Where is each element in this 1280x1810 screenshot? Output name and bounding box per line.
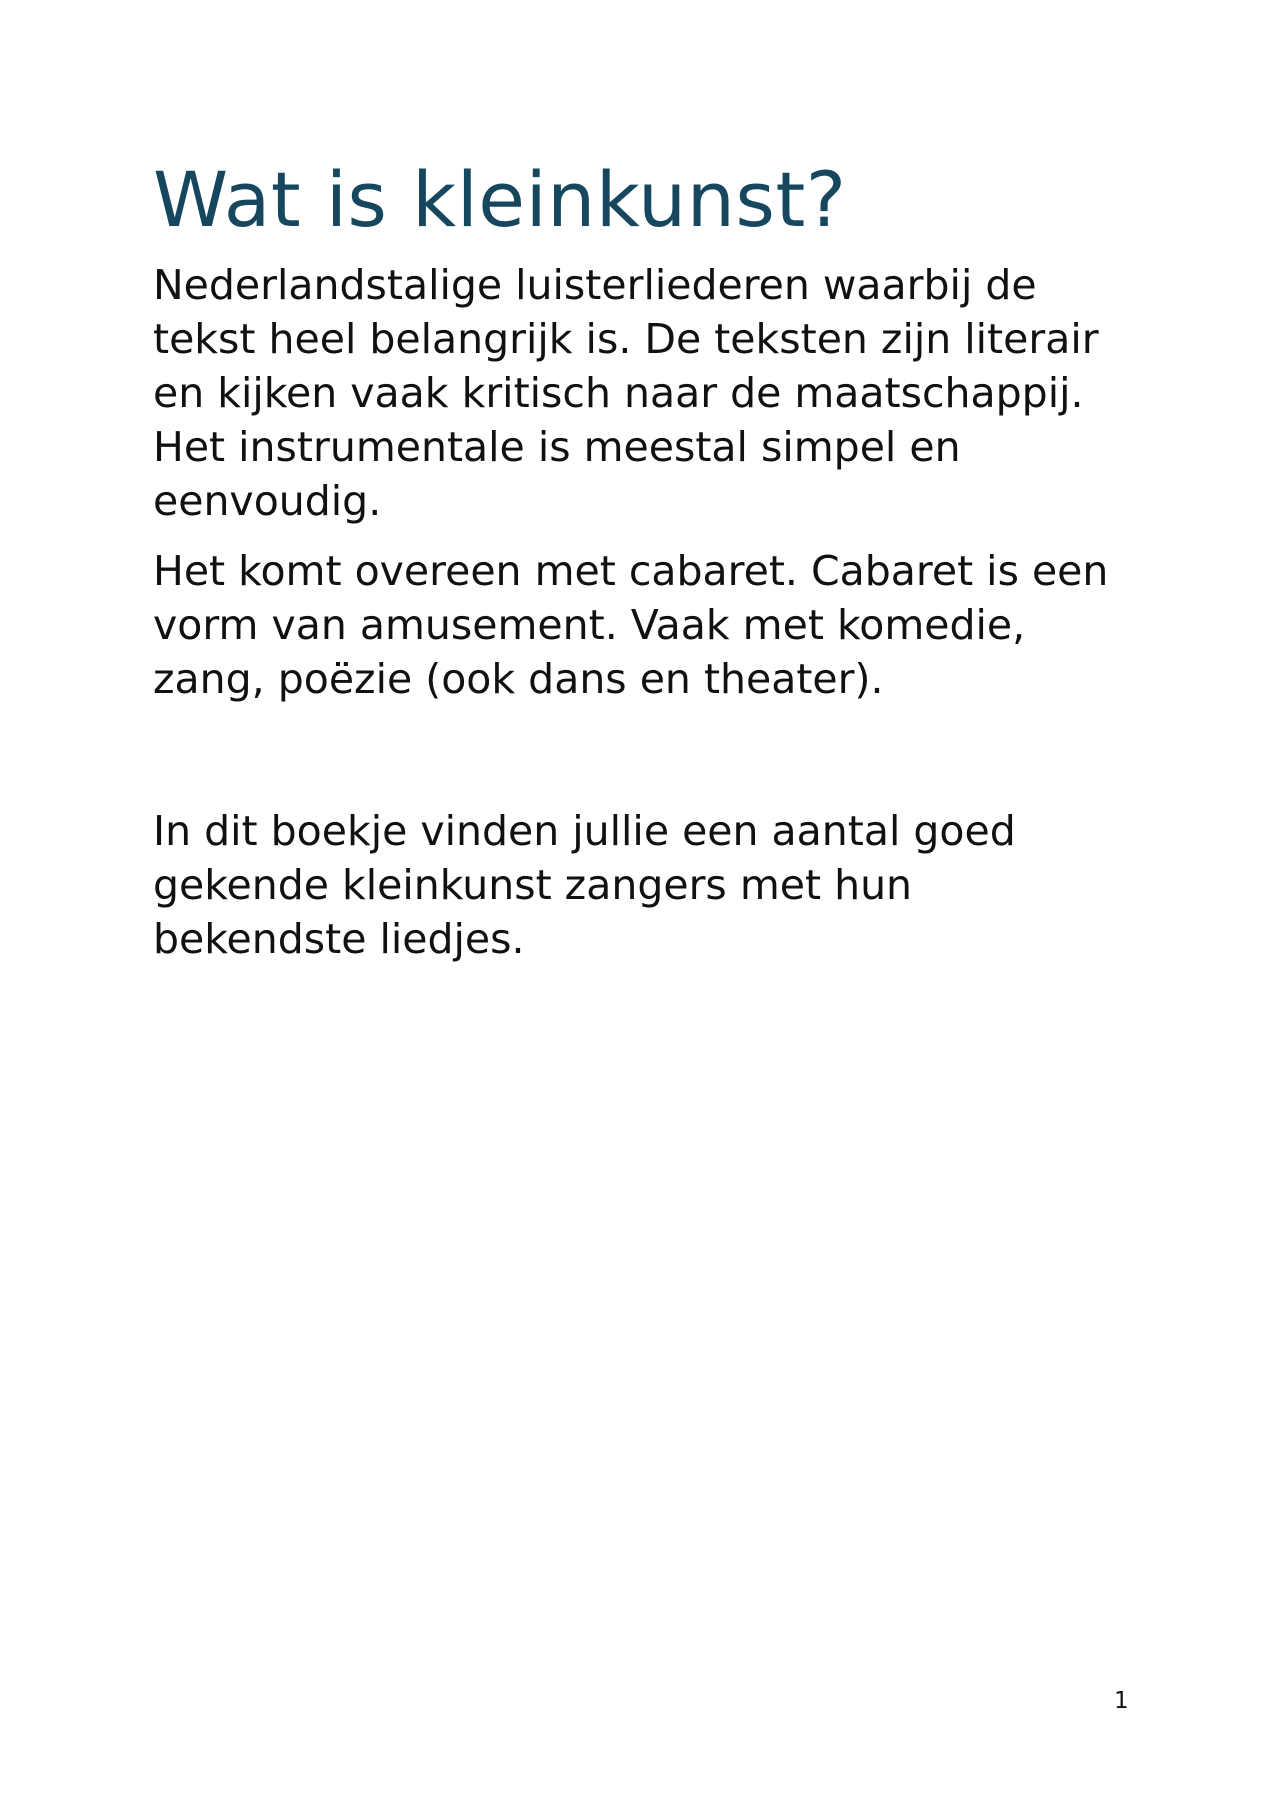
paragraph-definition: Nederlandstalige luisterliederen waarbij de tekst heel belangrijk is. De teksten zijn literair en kijken vaak kritisch naar de maatschappij. Het instrumentale is meestal simpel en eenvoudig. bbox=[153, 261, 1099, 525]
paragraph-booklet-intro: In dit boekje vinden jullie een aantal goed gekende kleinkunst zangers met hun bekendste liedjes. bbox=[153, 807, 1016, 963]
page-title: Wat is kleinkunst? bbox=[153, 155, 847, 244]
page-content bbox=[153, 148, 1133, 966]
paragraph-cabaret: Het komt overeen met cabaret. Cabaret is een vorm van amusement. Vaak met komedie, zang, poëzie (ook dans en theater). bbox=[153, 547, 1109, 703]
page-number: 1 bbox=[1114, 1688, 1129, 1714]
